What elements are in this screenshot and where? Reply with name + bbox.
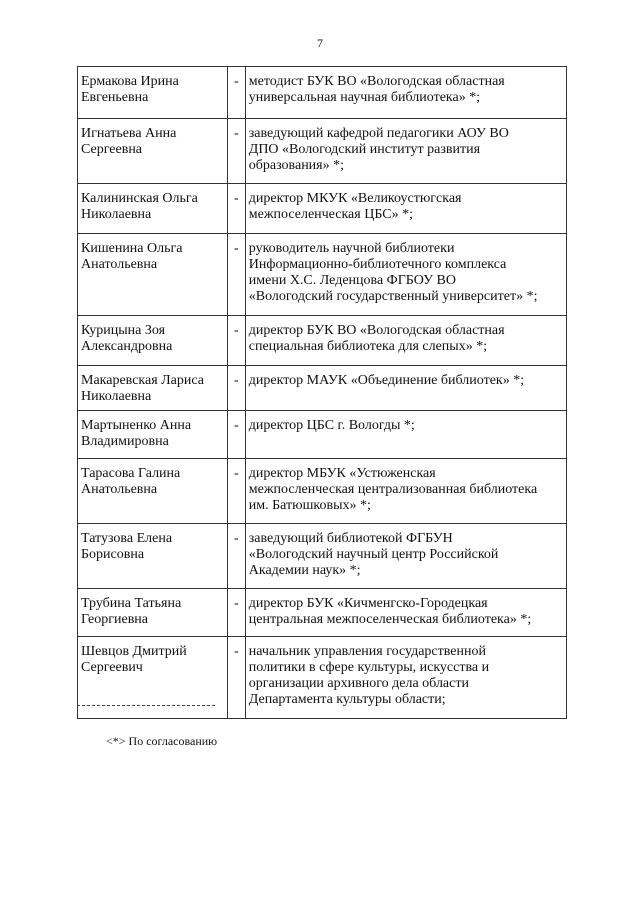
member-dash: - — [227, 411, 245, 459]
member-dash: - — [227, 234, 245, 316]
member-role — [245, 184, 566, 234]
member-name-line: Сергеевна — [81, 142, 143, 157]
footnote: <*> По согласованию — [106, 734, 218, 748]
member-role-line: центральная межпоселенческая библиотека» *; — [248, 612, 532, 627]
member-dash: - — [227, 316, 245, 366]
member-row — [78, 459, 567, 524]
member-role-line: политики в сфере культуры, искусства и — [248, 660, 490, 675]
member-role-line: организации архивного дела области — [248, 676, 469, 691]
member-name — [78, 459, 228, 524]
member-row — [78, 411, 567, 459]
member-row — [78, 366, 567, 411]
member-name-line: Александровна — [81, 339, 173, 354]
member-dash: - — [227, 589, 245, 637]
member-role-line: начальник управления государственной — [248, 644, 486, 659]
member-name-line: Николаевна — [81, 207, 152, 222]
member-name-line: Георгиевна — [81, 612, 149, 627]
member-role-line: «Вологодский научный центр Российской — [248, 547, 499, 562]
page-number: 7 — [317, 36, 323, 50]
member-role — [245, 637, 566, 719]
member-role-line: имени Х.С. Леденцова ФГБОУ ВО — [248, 273, 456, 288]
member-role-line: ДПО «Вологодский институт развития — [248, 142, 481, 157]
member-row — [78, 184, 567, 234]
member-name-line: Шевцов Дмитрий — [81, 644, 187, 659]
member-row — [78, 67, 567, 119]
member-name-line: Мартыненко Анна — [81, 418, 192, 433]
member-row — [78, 234, 567, 316]
member-name-line: Кишенина Ольга — [81, 241, 183, 256]
member-name-line: Трубина Татьяна — [81, 596, 182, 611]
member-role — [245, 366, 566, 411]
member-role-line: специальная библиотека для слепых» *; — [248, 339, 488, 354]
member-role — [245, 119, 566, 184]
member-role — [245, 411, 566, 459]
member-role-line: Информационно-библиотечного комплекса — [248, 257, 507, 272]
member-role-line: универсальная научная библиотека» *; — [248, 90, 481, 105]
member-row — [78, 589, 567, 637]
member-row — [78, 316, 567, 366]
member-dash: - — [227, 524, 245, 589]
member-name-line: Евгеньевна — [81, 90, 149, 105]
member-role-line: директор МКУК «Великоустюгская — [248, 191, 462, 206]
member-role-line: «Вологодский государственный университет» *; — [248, 289, 538, 304]
footnote-divider — [77, 705, 215, 706]
member-role-line: заведующий кафедрой педагогики АОУ ВО — [248, 126, 509, 141]
member-role — [245, 524, 566, 589]
member-dash: - — [227, 67, 245, 119]
member-name-line: Татузова Елена — [81, 531, 173, 546]
member-name — [78, 67, 228, 119]
member-role-line: межпосленческая централизованная библиотека — [248, 482, 538, 497]
member-name-line: Тарасова Галина — [81, 466, 181, 481]
member-name — [78, 524, 228, 589]
member-name-line: Анатольевна — [81, 482, 158, 497]
member-dash: - — [227, 637, 245, 719]
member-row — [78, 524, 567, 589]
member-role-line: Департамента культуры области; — [248, 692, 446, 707]
member-name — [78, 589, 228, 637]
member-name — [78, 637, 228, 719]
member-name — [78, 234, 228, 316]
member-name-line: Анатольевна — [81, 257, 158, 272]
member-role-line: методист БУК ВО «Вологодская областная — [248, 74, 505, 89]
member-dash: - — [227, 366, 245, 411]
member-role-line: директор МБУК «Устюженская — [248, 466, 436, 481]
member-role-line: межпоселенческая ЦБС» *; — [248, 207, 413, 222]
member-role — [245, 67, 566, 119]
member-role-line: Академии наук» *; — [248, 563, 361, 578]
member-role — [245, 316, 566, 366]
member-role — [245, 459, 566, 524]
member-dash: - — [227, 119, 245, 184]
member-name — [78, 411, 228, 459]
member-name-line: Борисовна — [81, 547, 145, 562]
member-name-line: Владимировна — [81, 434, 169, 449]
members-table — [77, 66, 567, 719]
member-name-line: Калининская Ольга — [81, 191, 198, 206]
member-name-line: Игнатьева Анна — [81, 126, 177, 141]
member-dash: - — [227, 459, 245, 524]
member-row — [78, 119, 567, 184]
member-name — [78, 366, 228, 411]
member-name-line: Николаевна — [81, 389, 152, 404]
member-role-line: им. Батюшковых» *; — [248, 498, 371, 513]
member-role-line: заведующий библиотекой ФГБУН — [248, 531, 453, 546]
member-dash: - — [227, 184, 245, 234]
member-role-line: директор БУК «Кичменгско-Городецкая — [248, 596, 488, 611]
member-role-line: руководитель научной библиотеки — [248, 241, 455, 256]
member-role-line: директор ЦБС г. Вологды *; — [248, 418, 415, 433]
member-name-line: Макаревская Лариса — [81, 373, 204, 388]
member-row — [78, 637, 567, 719]
member-name — [78, 316, 228, 366]
member-name — [78, 119, 228, 184]
member-name — [78, 184, 228, 234]
member-name-line: Ермакова Ирина — [81, 74, 179, 89]
members-table-body — [78, 67, 567, 719]
member-name-line: Сергеевич — [81, 660, 143, 675]
member-role-line: директор БУК ВО «Вологодская областная — [248, 323, 505, 338]
member-role — [245, 589, 566, 637]
member-role-line: образования» *; — [248, 158, 345, 173]
member-name-line: Курицына Зоя — [81, 323, 166, 338]
member-role-line: директор МАУК «Объединение библиотек» *; — [248, 373, 525, 388]
member-role — [245, 234, 566, 316]
